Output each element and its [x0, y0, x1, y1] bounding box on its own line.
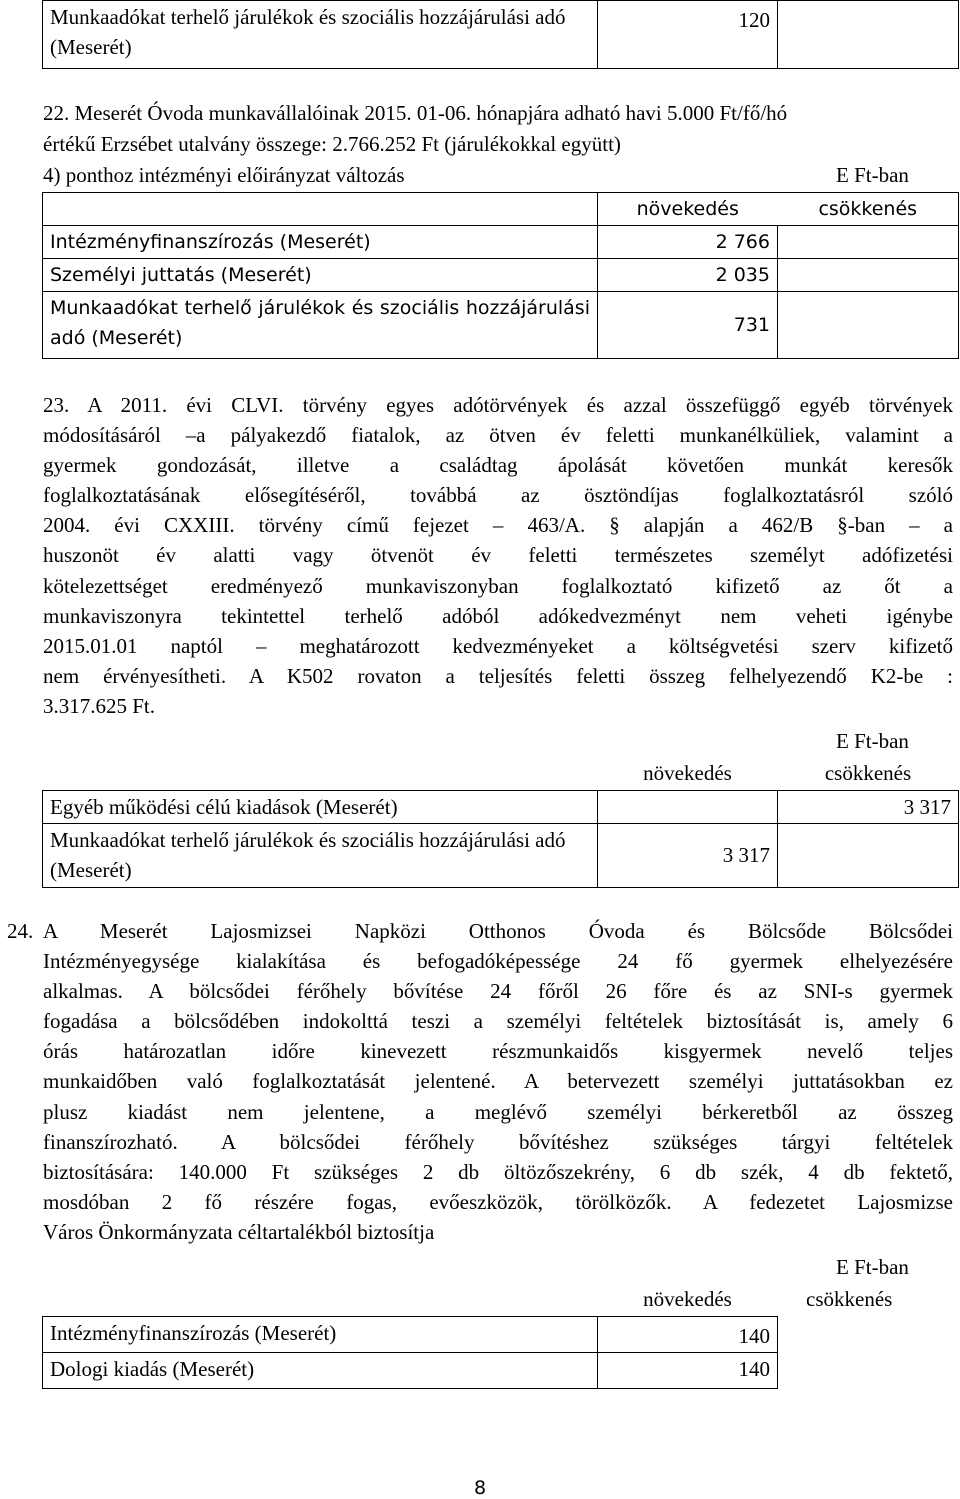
item23-line: 2004. évi CXXIII. törvény című fejezet – 463/A. § alapján a 462/B §-ban – a [43, 513, 953, 538]
item23-line: foglalkoztatásának elősegítéséről, továbbá az ösztöndíjas foglalkoztatásról szóló [43, 483, 953, 508]
item24-paragraph [43, 916, 953, 1247]
table-row [43, 1316, 778, 1352]
row-increase: 140 [598, 1316, 778, 1352]
item24-line: plusz kiadást nem jelentene, a meglévő személyi bérkeretből az összeg [43, 1099, 953, 1124]
row-label: Munkaadókat terhelő járulékok és szociális hozzájárulási adó (Meserét) [43, 823, 598, 887]
row-increase: 2 035 [598, 259, 778, 292]
page-number: 8 [473, 1477, 487, 1499]
table-24 [42, 1283, 778, 1389]
item24-line: alkalmas. A bölcsődei férőhely bővítése 24 főről 26 főre és az SNI-s gyermek [43, 979, 953, 1004]
item23-line: 23. A 2011. évi CLVI. törvény egyes adótörvények és azzal összefüggő egyéb törvények [43, 393, 953, 417]
item22-line1: 22. Meserét Óvoda munkavállalóinak 2015. 01-06. hónapjára adható havi 5.000 Ft/fő/hó [43, 101, 788, 125]
row-decrease [778, 823, 959, 887]
table-header-row [43, 1283, 778, 1316]
item24-line: finanszírozható. A bölcsődei férőhely bővítéshez szükséges tárgyi feltételek [43, 1129, 953, 1154]
item23-line: munkaviszonyra tekintettel terhelő adóból adókedvezményt nem veheti igénybe [43, 603, 953, 628]
row-decrease: 3 317 [778, 790, 959, 823]
table24-header-decrease: csökkenés [806, 1287, 893, 1311]
item24-line: órás határozatlan időre kinevezett részmunkaidős kisgyermek nevelő teljes [43, 1039, 953, 1064]
row-label: Munkaadókat terhelő járulékok és szociális hozzájárulási adó (Meserét) [43, 292, 598, 359]
table-top [42, 0, 959, 69]
header-label [43, 193, 598, 226]
table-header-row [43, 193, 959, 226]
row-increase [598, 790, 778, 823]
item23-line: 3.317.625 Ft. [43, 693, 156, 718]
row-decrease [778, 259, 959, 292]
item23-line: huszonöt év alatti vagy ötvenöt év feletti természetes személyt adófizetési [43, 543, 953, 568]
row-increase: 2 766 [598, 226, 778, 259]
table-row [43, 292, 959, 359]
table-row [43, 1, 959, 69]
item23-line: gyermek gondozását, illetve a családtag ápolását követően munkát keresők [43, 453, 953, 478]
item23-line: 2015.01.01 naptól – meghatározott kedvezményeket a költségvetési szerv kifizető [43, 633, 953, 658]
table-header-row [43, 757, 959, 790]
item22-unit: E Ft-ban [836, 163, 909, 187]
item24-unit: E Ft-ban [836, 1255, 909, 1279]
row-increase: 120 [598, 1, 778, 69]
row-increase: 140 [598, 1352, 778, 1388]
item24-line: Intézményegysége kialakítása és befogadóképessége 24 fő gyermek elhelyezésére [43, 949, 953, 974]
table-row [43, 226, 959, 259]
row-label: Egyéb működési célú kiadások (Meserét) [43, 790, 598, 823]
item24-number: 24. [7, 919, 34, 943]
row-decrease [778, 292, 959, 359]
row-label: Dologi kiadás (Meserét) [43, 1352, 598, 1388]
row-increase: 731 [598, 292, 778, 359]
header-increase: növekedés [643, 761, 732, 785]
row-label: Intézményfinanszírozás (Meserét) [43, 1316, 598, 1352]
table-row [43, 259, 959, 292]
item24-line: munkaidőben való foglalkoztatását jelentené. A betervezett személyi juttatásokban ez [43, 1069, 953, 1094]
table-22 [42, 192, 959, 359]
header-decrease: csökkenés [778, 193, 959, 226]
item23-unit: E Ft-ban [836, 729, 909, 753]
table-row [43, 790, 959, 823]
item23-line: kötelezettséget eredményező munkaviszonyban foglalkoztató kifizető az őt a [43, 573, 953, 598]
table-row [43, 823, 959, 887]
row-decrease [778, 226, 959, 259]
row-increase: 3 317 [598, 823, 778, 887]
item23-line: módosításáról –a pályakezdő fiatalok, az ötven év feletti munkanélküliek, valamint a [43, 423, 953, 448]
header-increase: növekedés [643, 1287, 732, 1311]
table-row [43, 1352, 778, 1388]
item24-line: biztosítására: 140.000 Ft szükséges 2 db öltözőszekrény, 6 db szék, 4 db fektető, [43, 1159, 953, 1184]
item24-line: fogadása a bölcsődében indokolttá teszi a személyi feltételek biztosítását is, amely 6 [43, 1009, 953, 1034]
item22-line3: 4) ponthoz intézményi előirányzat változás [43, 163, 405, 187]
header-increase: növekedés [598, 193, 778, 226]
header-label [43, 757, 598, 790]
row-label: Személyi juttatás (Meserét) [43, 259, 598, 292]
row-decrease [778, 1, 959, 69]
header-label [43, 1283, 598, 1316]
item22-line2: értékű Erzsébet utalvány összege: 2.766.252 Ft (járulékokkal együtt) [43, 132, 621, 156]
item24-line: Város Önkormányzata céltartalékból biztosítja [43, 1219, 435, 1244]
row-label: Intézményfinanszírozás (Meserét) [43, 226, 598, 259]
item23-line: nem érvényesítheti. A K502 rovaton a teljesítés feletti összeg felhelyezendő K2-be : [43, 663, 953, 688]
table-23 [42, 757, 959, 888]
row-label: Munkaadókat terhelő járulékok és szociális hozzájárulási adó (Meserét) [43, 1, 598, 69]
item24-line: A Meserét Lajosmizsei Napközi Otthonos Óvoda és Bölcsőde Bölcsődei [43, 919, 953, 943]
item24-line: mosdóban 2 fő részére fogas, evőeszközök, törölközők. A fedezetet Lajosmizse [43, 1189, 953, 1214]
item23-paragraph [43, 390, 953, 721]
header-decrease: csökkenés [824, 761, 912, 785]
